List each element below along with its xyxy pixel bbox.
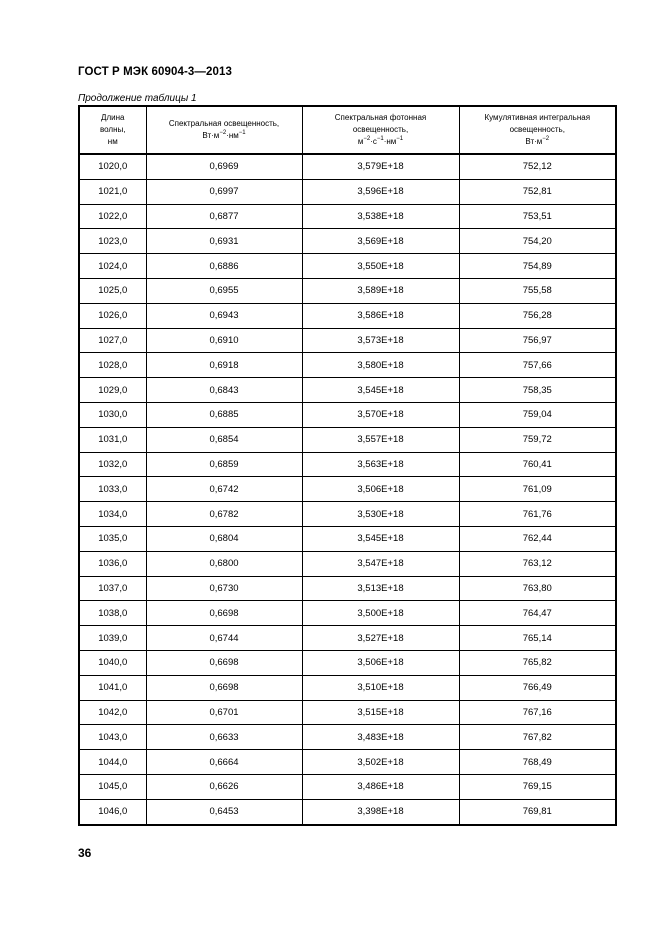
cell-spectral-irradiance: 0,6886 (146, 254, 302, 279)
cell-photon-irradiance: 3,550E+18 (302, 254, 459, 279)
table-row (79, 601, 616, 626)
cell-cumulative-irradiance: 757,66 (459, 353, 616, 378)
cell-cumulative-irradiance: 761,76 (459, 502, 616, 527)
cell-wavelength: 1020,0 (79, 154, 146, 179)
cell-spectral-irradiance: 0,6698 (146, 601, 302, 626)
table-row (79, 551, 616, 576)
cell-photon-irradiance: 3,589E+18 (302, 278, 459, 303)
cell-wavelength: 1030,0 (79, 402, 146, 427)
cell-photon-irradiance: 3,500E+18 (302, 601, 459, 626)
cell-cumulative-irradiance: 767,16 (459, 700, 616, 725)
cell-spectral-irradiance: 0,6910 (146, 328, 302, 353)
table-row (79, 774, 616, 799)
cell-photon-irradiance: 3,580E+18 (302, 353, 459, 378)
cell-spectral-irradiance: 0,6859 (146, 452, 302, 477)
cell-cumulative-irradiance: 753,51 (459, 204, 616, 229)
col-header-wavelength (79, 106, 146, 154)
cell-spectral-irradiance: 0,6854 (146, 427, 302, 452)
header-line: освещенность, (352, 125, 409, 134)
cell-wavelength: 1037,0 (79, 576, 146, 601)
cell-wavelength: 1033,0 (79, 477, 146, 502)
header-unit: $Вт\cdot м^{-2}$ (525, 136, 550, 146)
cell-photon-irradiance: 3,596E+18 (302, 179, 459, 204)
cell-photon-irradiance: 3,506E+18 (302, 650, 459, 675)
cell-spectral-irradiance: 0,6633 (146, 725, 302, 750)
cell-spectral-irradiance: 0,6744 (146, 626, 302, 651)
header-row (79, 106, 616, 154)
cell-photon-irradiance: 3,570E+18 (302, 402, 459, 427)
table-row (79, 254, 616, 279)
cell-wavelength: 1039,0 (79, 626, 146, 651)
cell-photon-irradiance: 3,513E+18 (302, 576, 459, 601)
table-row (79, 427, 616, 452)
cell-spectral-irradiance: 0,6800 (146, 551, 302, 576)
cell-spectral-irradiance: 0,6730 (146, 576, 302, 601)
header-unit: $Вт\cdot м^{-2}\cdot нм^{-1}$ (202, 130, 246, 140)
table-row (79, 378, 616, 403)
col-header-spectral-irradiance (146, 106, 302, 154)
cell-photon-irradiance: 3,502E+18 (302, 750, 459, 775)
cell-photon-irradiance: 3,486E+18 (302, 774, 459, 799)
cell-cumulative-irradiance: 759,04 (459, 402, 616, 427)
cell-spectral-irradiance: 0,6701 (146, 700, 302, 725)
table-row (79, 154, 616, 179)
table-row (79, 626, 616, 651)
header-line: освещенность, (509, 125, 565, 134)
cell-spectral-irradiance: 0,6843 (146, 378, 302, 403)
cell-wavelength: 1034,0 (79, 502, 146, 527)
cell-cumulative-irradiance: 752,12 (459, 154, 616, 179)
table-row (79, 799, 616, 824)
cell-spectral-irradiance: 0,6877 (146, 204, 302, 229)
header-line: нм (107, 137, 118, 146)
page-number: 36 (78, 846, 92, 860)
cell-wavelength: 1038,0 (79, 601, 146, 626)
cell-spectral-irradiance: 0,6782 (146, 502, 302, 527)
cell-spectral-irradiance: 0,6698 (146, 675, 302, 700)
cell-wavelength: 1041,0 (79, 675, 146, 700)
table-row (79, 650, 616, 675)
cell-wavelength: 1031,0 (79, 427, 146, 452)
cell-wavelength: 1040,0 (79, 650, 146, 675)
document-header: ГОСТ Р МЭК 60904-3—2013 (78, 66, 232, 78)
cell-wavelength: 1023,0 (79, 229, 146, 254)
table-header (79, 106, 616, 154)
cell-wavelength: 1029,0 (79, 378, 146, 403)
cell-photon-irradiance: 3,545E+18 (302, 378, 459, 403)
table-row (79, 179, 616, 204)
cell-cumulative-irradiance: 765,14 (459, 626, 616, 651)
table-row (79, 278, 616, 303)
header-line: Спектральная освещенность, (168, 119, 280, 128)
col-header-cumulative-irradiance (459, 106, 616, 154)
cell-cumulative-irradiance: 754,20 (459, 229, 616, 254)
cell-photon-irradiance: 3,586E+18 (302, 303, 459, 328)
cell-photon-irradiance: 3,506E+18 (302, 477, 459, 502)
cell-spectral-irradiance: 0,6943 (146, 303, 302, 328)
cell-cumulative-irradiance: 767,82 (459, 725, 616, 750)
cell-photon-irradiance: 3,557E+18 (302, 427, 459, 452)
cell-photon-irradiance: 3,569E+18 (302, 229, 459, 254)
table-row (79, 576, 616, 601)
cell-wavelength: 1042,0 (79, 700, 146, 725)
cell-cumulative-irradiance: 763,12 (459, 551, 616, 576)
cell-cumulative-irradiance: 754,89 (459, 254, 616, 279)
cell-wavelength: 1022,0 (79, 204, 146, 229)
cell-cumulative-irradiance: 769,15 (459, 774, 616, 799)
table-row (79, 229, 616, 254)
cell-spectral-irradiance: 0,6742 (146, 477, 302, 502)
cell-cumulative-irradiance: 761,09 (459, 477, 616, 502)
cell-photon-irradiance: 3,527E+18 (302, 626, 459, 651)
cell-cumulative-irradiance: 752,81 (459, 179, 616, 204)
cell-spectral-irradiance: 0,6804 (146, 526, 302, 551)
cell-cumulative-irradiance: 759,72 (459, 427, 616, 452)
cell-photon-irradiance: 3,547E+18 (302, 551, 459, 576)
table-row (79, 526, 616, 551)
cell-wavelength: 1032,0 (79, 452, 146, 477)
table-row (79, 477, 616, 502)
cell-photon-irradiance: 3,510E+18 (302, 675, 459, 700)
table-caption: Продолжение таблицы 1 (78, 93, 197, 104)
cell-photon-irradiance: 3,573E+18 (302, 328, 459, 353)
table-row (79, 402, 616, 427)
cell-wavelength: 1045,0 (79, 774, 146, 799)
header-line: Длина (101, 113, 125, 122)
header-line: Спектральная фотонная (334, 113, 427, 122)
col-header-photon-irradiance (302, 106, 459, 154)
spectral-data-table (78, 105, 617, 826)
cell-cumulative-irradiance: 762,44 (459, 526, 616, 551)
table-row (79, 303, 616, 328)
cell-photon-irradiance: 3,515E+18 (302, 700, 459, 725)
table-row (79, 204, 616, 229)
cell-spectral-irradiance: 0,6918 (146, 353, 302, 378)
cell-cumulative-irradiance: 758,35 (459, 378, 616, 403)
table-row (79, 750, 616, 775)
cell-cumulative-irradiance: 756,28 (459, 303, 616, 328)
cell-photon-irradiance: 3,398E+18 (302, 799, 459, 824)
cell-cumulative-irradiance: 755,58 (459, 278, 616, 303)
header-line: Кумулятивная интегральная (484, 113, 591, 122)
table-row (79, 452, 616, 477)
cell-wavelength: 1026,0 (79, 303, 146, 328)
cell-cumulative-irradiance: 765,82 (459, 650, 616, 675)
cell-cumulative-irradiance: 766,49 (459, 675, 616, 700)
table-row (79, 725, 616, 750)
cell-wavelength: 1021,0 (79, 179, 146, 204)
cell-wavelength: 1044,0 (79, 750, 146, 775)
cell-cumulative-irradiance: 768,49 (459, 750, 616, 775)
cell-spectral-irradiance: 0,6664 (146, 750, 302, 775)
table-row (79, 353, 616, 378)
cell-cumulative-irradiance: 756,97 (459, 328, 616, 353)
cell-photon-irradiance: 3,579E+18 (302, 154, 459, 179)
table-row (79, 502, 616, 527)
cell-wavelength: 1046,0 (79, 799, 146, 824)
cell-spectral-irradiance: 0,6955 (146, 278, 302, 303)
cell-wavelength: 1024,0 (79, 254, 146, 279)
cell-spectral-irradiance: 0,6626 (146, 774, 302, 799)
table-row (79, 700, 616, 725)
cell-photon-irradiance: 3,563E+18 (302, 452, 459, 477)
cell-photon-irradiance: 3,545E+18 (302, 526, 459, 551)
header-line: волны, (100, 125, 126, 134)
cell-wavelength: 1027,0 (79, 328, 146, 353)
cell-photon-irradiance: 3,530E+18 (302, 502, 459, 527)
cell-photon-irradiance: 3,538E+18 (302, 204, 459, 229)
cell-spectral-irradiance: 0,6969 (146, 154, 302, 179)
cell-spectral-irradiance: 0,6885 (146, 402, 302, 427)
cell-wavelength: 1028,0 (79, 353, 146, 378)
cell-cumulative-irradiance: 769,81 (459, 799, 616, 824)
cell-spectral-irradiance: 0,6453 (146, 799, 302, 824)
cell-photon-irradiance: 3,483E+18 (302, 725, 459, 750)
cell-cumulative-irradiance: 763,80 (459, 576, 616, 601)
header-unit: $м^{-2}\cdot с^{-1}\cdot нм^{-1}$ (357, 136, 404, 146)
cell-wavelength: 1036,0 (79, 551, 146, 576)
table-row (79, 675, 616, 700)
cell-wavelength: 1035,0 (79, 526, 146, 551)
cell-spectral-irradiance: 0,6931 (146, 229, 302, 254)
cell-spectral-irradiance: 0,6698 (146, 650, 302, 675)
cell-cumulative-irradiance: 764,47 (459, 601, 616, 626)
table-row (79, 328, 616, 353)
table-body (79, 154, 616, 825)
cell-spectral-irradiance: 0,6997 (146, 179, 302, 204)
cell-wavelength: 1025,0 (79, 278, 146, 303)
cell-cumulative-irradiance: 760,41 (459, 452, 616, 477)
cell-wavelength: 1043,0 (79, 725, 146, 750)
